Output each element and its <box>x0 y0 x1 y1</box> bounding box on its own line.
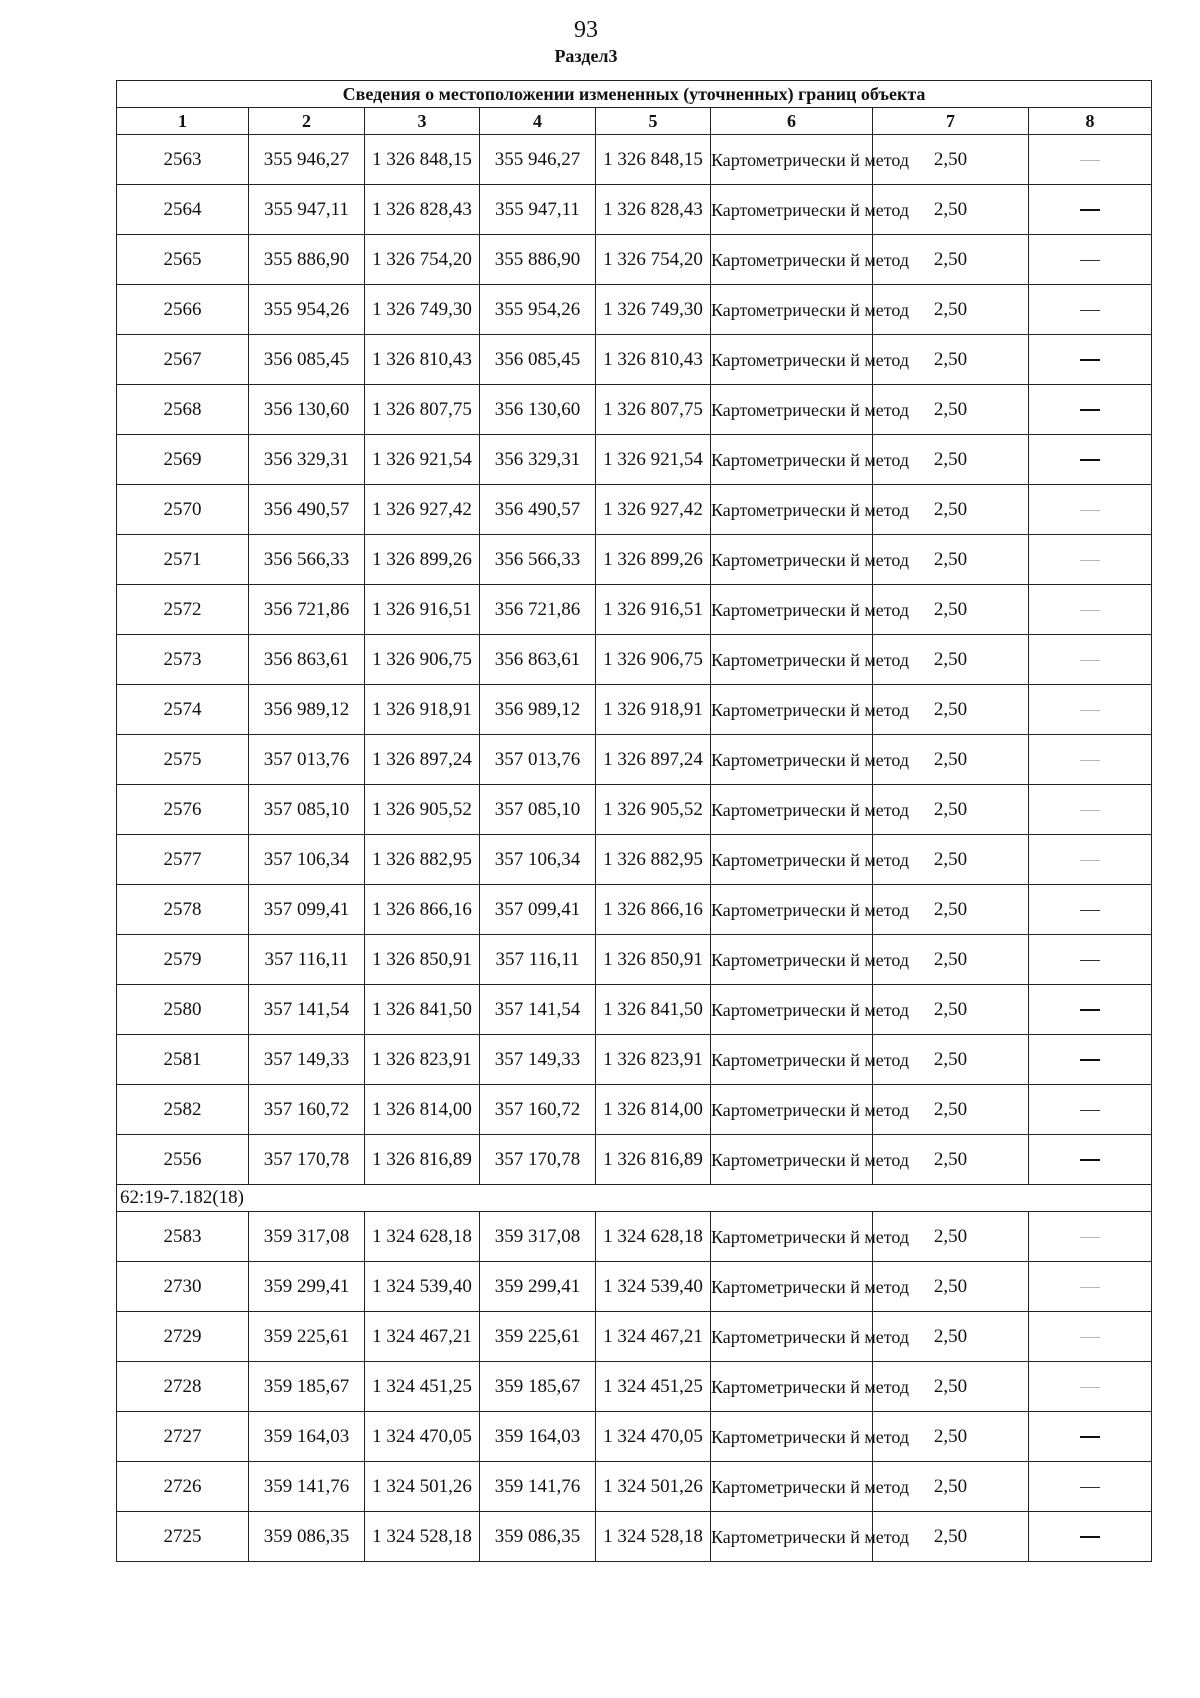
x-existing-cell: 356 329,31 <box>249 435 365 485</box>
y-refined-cell: 1 326 828,43 <box>596 185 711 235</box>
method-cell: Картометрически й метод <box>711 1035 873 1085</box>
x-existing-cell: 359 225,61 <box>249 1312 365 1362</box>
x-existing-cell: 357 170,78 <box>249 1135 365 1185</box>
y-existing-cell: 1 326 916,51 <box>365 585 480 635</box>
y-existing-cell: 1 326 906,75 <box>365 635 480 685</box>
x-refined-cell: 359 225,61 <box>480 1312 596 1362</box>
table-row <box>117 385 1152 435</box>
y-refined-cell: 1 326 918,91 <box>596 685 711 735</box>
x-refined-cell: 356 130,60 <box>480 385 596 435</box>
point-number-cell: 2556 <box>117 1135 249 1185</box>
x-refined-cell: 359 164,03 <box>480 1412 596 1462</box>
note-cell <box>1029 635 1152 685</box>
dash-mark <box>1080 409 1100 411</box>
dash-mark <box>1080 860 1100 861</box>
accuracy-cell: 2,50 <box>873 785 1029 835</box>
table-row <box>117 1412 1152 1462</box>
y-existing-cell: 1 324 501,26 <box>365 1462 480 1512</box>
point-number-cell: 2579 <box>117 935 249 985</box>
note-cell <box>1029 1035 1152 1085</box>
dash-mark <box>1080 459 1100 461</box>
point-number-cell: 2726 <box>117 1462 249 1512</box>
dash-mark <box>1080 910 1100 911</box>
accuracy-cell: 2,50 <box>873 1035 1029 1085</box>
note-cell <box>1029 685 1152 735</box>
dash-mark <box>1080 1387 1100 1388</box>
x-refined-cell: 356 490,57 <box>480 485 596 535</box>
point-number-cell: 2578 <box>117 885 249 935</box>
x-existing-cell: 355 947,11 <box>249 185 365 235</box>
y-existing-cell: 1 326 897,24 <box>365 735 480 785</box>
point-number-cell: 2566 <box>117 285 249 335</box>
dash-mark <box>1080 260 1100 261</box>
y-existing-cell: 1 326 882,95 <box>365 835 480 885</box>
method-cell: Картометрически й метод <box>711 835 873 885</box>
table-row <box>117 935 1152 985</box>
note-cell <box>1029 185 1152 235</box>
column-number: 6 <box>711 108 873 135</box>
x-refined-cell: 356 989,12 <box>480 685 596 735</box>
y-refined-cell: 1 326 916,51 <box>596 585 711 635</box>
dash-mark <box>1080 310 1100 311</box>
method-cell: Картометрически й метод <box>711 885 873 935</box>
y-existing-cell: 1 326 841,50 <box>365 985 480 1035</box>
dash-mark <box>1080 1287 1100 1288</box>
table-row <box>117 1312 1152 1362</box>
dash-mark <box>1080 510 1100 511</box>
x-refined-cell: 357 106,34 <box>480 835 596 885</box>
table-caption: Сведения о местоположении измененных (уточненных) границ объекта <box>117 81 1152 108</box>
note-cell <box>1029 1312 1152 1362</box>
accuracy-cell: 2,50 <box>873 1085 1029 1135</box>
point-number-cell: 2568 <box>117 385 249 435</box>
y-refined-cell: 1 326 823,91 <box>596 1035 711 1085</box>
accuracy-cell: 2,50 <box>873 235 1029 285</box>
x-refined-cell: 356 721,86 <box>480 585 596 635</box>
accuracy-cell: 2,50 <box>873 485 1029 535</box>
method-cell: Картометрически й метод <box>711 1462 873 1512</box>
method-cell: Картометрически й метод <box>711 535 873 585</box>
y-refined-cell: 1 326 754,20 <box>596 235 711 285</box>
x-existing-cell: 356 130,60 <box>249 385 365 435</box>
point-number-cell: 2573 <box>117 635 249 685</box>
x-refined-cell: 357 116,11 <box>480 935 596 985</box>
method-cell: Картометрически й метод <box>711 785 873 835</box>
table-row <box>117 585 1152 635</box>
table-row <box>117 685 1152 735</box>
point-number-cell: 2582 <box>117 1085 249 1135</box>
x-refined-cell: 359 317,08 <box>480 1212 596 1262</box>
note-cell <box>1029 1262 1152 1312</box>
note-cell <box>1029 1085 1152 1135</box>
method-cell: Картометрически й метод <box>711 1312 873 1362</box>
dash-mark <box>1080 960 1100 961</box>
x-existing-cell: 359 185,67 <box>249 1362 365 1412</box>
dash-mark <box>1080 760 1100 761</box>
y-existing-cell: 1 326 810,43 <box>365 335 480 385</box>
table-row <box>117 1512 1152 1562</box>
note-cell <box>1029 335 1152 385</box>
y-refined-cell: 1 326 906,75 <box>596 635 711 685</box>
accuracy-cell: 2,50 <box>873 1362 1029 1412</box>
column-number: 7 <box>873 108 1029 135</box>
x-existing-cell: 357 106,34 <box>249 835 365 885</box>
accuracy-cell: 2,50 <box>873 1412 1029 1462</box>
method-cell: Картометрически й метод <box>711 1135 873 1185</box>
dash-mark <box>1080 1237 1100 1238</box>
point-number-cell: 2564 <box>117 185 249 235</box>
y-existing-cell: 1 326 807,75 <box>365 385 480 435</box>
dash-mark <box>1080 710 1100 711</box>
y-existing-cell: 1 326 816,89 <box>365 1135 480 1185</box>
y-existing-cell: 1 324 470,05 <box>365 1412 480 1462</box>
table-row <box>117 635 1152 685</box>
note-cell <box>1029 985 1152 1035</box>
x-refined-cell: 355 954,26 <box>480 285 596 335</box>
y-existing-cell: 1 326 927,42 <box>365 485 480 535</box>
y-refined-cell: 1 326 848,15 <box>596 135 711 185</box>
table-row <box>117 1135 1152 1185</box>
x-existing-cell: 356 863,61 <box>249 635 365 685</box>
note-cell <box>1029 585 1152 635</box>
x-existing-cell: 355 886,90 <box>249 235 365 285</box>
column-number: 8 <box>1029 108 1152 135</box>
table-row <box>117 285 1152 335</box>
y-existing-cell: 1 326 905,52 <box>365 785 480 835</box>
method-cell: Картометрически й метод <box>711 1212 873 1262</box>
table-row <box>117 435 1152 485</box>
method-cell: Картометрически й метод <box>711 285 873 335</box>
x-refined-cell: 357 160,72 <box>480 1085 596 1135</box>
y-existing-cell: 1 326 823,91 <box>365 1035 480 1085</box>
table-row <box>117 985 1152 1035</box>
accuracy-cell: 2,50 <box>873 1462 1029 1512</box>
note-cell <box>1029 1362 1152 1412</box>
y-existing-cell: 1 326 866,16 <box>365 885 480 935</box>
y-refined-cell: 1 326 850,91 <box>596 935 711 985</box>
accuracy-cell: 2,50 <box>873 885 1029 935</box>
x-refined-cell: 356 566,33 <box>480 535 596 585</box>
column-number: 1 <box>117 108 249 135</box>
method-cell: Картометрически й метод <box>711 135 873 185</box>
x-refined-cell: 359 185,67 <box>480 1362 596 1412</box>
accuracy-cell: 2,50 <box>873 735 1029 785</box>
y-refined-cell: 1 326 897,24 <box>596 735 711 785</box>
table-row <box>117 1462 1152 1512</box>
x-existing-cell: 357 013,76 <box>249 735 365 785</box>
note-cell <box>1029 1512 1152 1562</box>
note-cell <box>1029 285 1152 335</box>
x-existing-cell: 357 160,72 <box>249 1085 365 1135</box>
section-title: Раздел3 <box>554 46 618 66</box>
table-row <box>117 1035 1152 1085</box>
y-existing-cell: 1 326 749,30 <box>365 285 480 335</box>
method-cell: Картометрически й метод <box>711 585 873 635</box>
y-refined-cell: 1 326 807,75 <box>596 385 711 435</box>
y-existing-cell: 1 326 918,91 <box>365 685 480 735</box>
table-row <box>117 335 1152 385</box>
note-cell <box>1029 135 1152 185</box>
accuracy-cell: 2,50 <box>873 635 1029 685</box>
point-number-cell: 2583 <box>117 1212 249 1262</box>
method-cell: Картометрически й метод <box>711 985 873 1035</box>
table-row <box>117 1085 1152 1135</box>
dash-mark <box>1080 610 1100 611</box>
x-existing-cell: 356 566,33 <box>249 535 365 585</box>
point-number-cell: 2577 <box>117 835 249 885</box>
group-header-row <box>117 1185 1152 1212</box>
x-existing-cell: 355 954,26 <box>249 285 365 335</box>
accuracy-cell: 2,50 <box>873 1312 1029 1362</box>
dash-mark <box>1080 1059 1100 1061</box>
x-existing-cell: 359 141,76 <box>249 1462 365 1512</box>
x-existing-cell: 359 317,08 <box>249 1212 365 1262</box>
dash-mark <box>1080 1487 1100 1488</box>
y-existing-cell: 1 324 528,18 <box>365 1512 480 1562</box>
y-refined-cell: 1 326 810,43 <box>596 335 711 385</box>
method-cell: Картометрически й метод <box>711 1412 873 1462</box>
x-existing-cell: 356 721,86 <box>249 585 365 635</box>
dash-mark <box>1080 1009 1100 1011</box>
accuracy-cell: 2,50 <box>873 335 1029 385</box>
table-body <box>117 135 1152 1562</box>
point-number-cell: 2574 <box>117 685 249 735</box>
y-refined-cell: 1 326 905,52 <box>596 785 711 835</box>
point-number-cell: 2581 <box>117 1035 249 1085</box>
note-cell <box>1029 1462 1152 1512</box>
note-cell <box>1029 885 1152 935</box>
point-number-cell: 2571 <box>117 535 249 585</box>
table-row <box>117 1212 1152 1262</box>
y-refined-cell: 1 326 927,42 <box>596 485 711 535</box>
point-number-cell: 2563 <box>117 135 249 185</box>
x-existing-cell: 357 085,10 <box>249 785 365 835</box>
y-refined-cell: 1 326 816,89 <box>596 1135 711 1185</box>
note-cell <box>1029 1135 1152 1185</box>
method-cell: Картометрически й метод <box>711 485 873 535</box>
table-row <box>117 1262 1152 1312</box>
y-refined-cell: 1 326 882,95 <box>596 835 711 885</box>
x-existing-cell: 356 490,57 <box>249 485 365 535</box>
page-number: 93 <box>574 17 598 43</box>
accuracy-cell: 2,50 <box>873 1212 1029 1262</box>
x-refined-cell: 357 013,76 <box>480 735 596 785</box>
accuracy-cell: 2,50 <box>873 135 1029 185</box>
accuracy-cell: 2,50 <box>873 1135 1029 1185</box>
method-cell: Картометрически й метод <box>711 435 873 485</box>
y-existing-cell: 1 324 451,25 <box>365 1362 480 1412</box>
method-cell: Картометрически й метод <box>711 735 873 785</box>
note-cell <box>1029 535 1152 585</box>
table-row <box>117 1362 1152 1412</box>
method-cell: Картометрически й метод <box>711 385 873 435</box>
accuracy-cell: 2,50 <box>873 185 1029 235</box>
method-cell: Картометрически й метод <box>711 1362 873 1412</box>
y-refined-cell: 1 326 814,00 <box>596 1085 711 1135</box>
point-number-cell: 2728 <box>117 1362 249 1412</box>
dash-mark <box>1080 1110 1100 1111</box>
table-row <box>117 535 1152 585</box>
method-cell: Картометрически й метод <box>711 1512 873 1562</box>
y-refined-cell: 1 326 899,26 <box>596 535 711 585</box>
x-refined-cell: 357 170,78 <box>480 1135 596 1185</box>
column-number: 2 <box>249 108 365 135</box>
method-cell: Картометрически й метод <box>711 635 873 685</box>
x-refined-cell: 357 141,54 <box>480 985 596 1035</box>
method-cell: Картометрически й метод <box>711 1085 873 1135</box>
dash-mark <box>1080 209 1100 211</box>
method-cell: Картометрически й метод <box>711 335 873 385</box>
x-refined-cell: 356 329,31 <box>480 435 596 485</box>
table-row <box>117 885 1152 935</box>
y-refined-cell: 1 326 841,50 <box>596 985 711 1035</box>
method-cell: Картометрически й метод <box>711 185 873 235</box>
note-cell <box>1029 235 1152 285</box>
y-existing-cell: 1 326 848,15 <box>365 135 480 185</box>
dash-mark <box>1080 1436 1100 1438</box>
accuracy-cell: 2,50 <box>873 985 1029 1035</box>
note-cell <box>1029 435 1152 485</box>
dash-mark <box>1080 1536 1100 1538</box>
y-refined-cell: 1 324 501,26 <box>596 1462 711 1512</box>
x-refined-cell: 357 085,10 <box>480 785 596 835</box>
y-refined-cell: 1 324 539,40 <box>596 1262 711 1312</box>
note-cell <box>1029 935 1152 985</box>
column-number: 5 <box>596 108 711 135</box>
point-number-cell: 2567 <box>117 335 249 385</box>
x-existing-cell: 355 946,27 <box>249 135 365 185</box>
y-existing-cell: 1 326 814,00 <box>365 1085 480 1135</box>
point-number-cell: 2569 <box>117 435 249 485</box>
point-number-cell: 2565 <box>117 235 249 285</box>
x-refined-cell: 357 149,33 <box>480 1035 596 1085</box>
y-refined-cell: 1 324 467,21 <box>596 1312 711 1362</box>
accuracy-cell: 2,50 <box>873 935 1029 985</box>
x-refined-cell: 359 086,35 <box>480 1512 596 1562</box>
x-existing-cell: 359 299,41 <box>249 1262 365 1312</box>
accuracy-cell: 2,50 <box>873 685 1029 735</box>
y-existing-cell: 1 324 467,21 <box>365 1312 480 1362</box>
accuracy-cell: 2,50 <box>873 385 1029 435</box>
note-cell <box>1029 785 1152 835</box>
dash-mark <box>1080 810 1100 811</box>
y-refined-cell: 1 324 628,18 <box>596 1212 711 1262</box>
accuracy-cell: 2,50 <box>873 435 1029 485</box>
note-cell <box>1029 835 1152 885</box>
table-row <box>117 735 1152 785</box>
y-refined-cell: 1 324 528,18 <box>596 1512 711 1562</box>
note-cell <box>1029 1212 1152 1262</box>
point-number-cell: 2572 <box>117 585 249 635</box>
dash-mark <box>1080 560 1100 561</box>
x-existing-cell: 356 085,45 <box>249 335 365 385</box>
x-refined-cell: 355 946,27 <box>480 135 596 185</box>
method-cell: Картометрически й метод <box>711 1262 873 1312</box>
x-existing-cell: 359 164,03 <box>249 1412 365 1462</box>
y-refined-cell: 1 326 866,16 <box>596 885 711 935</box>
column-number-row <box>117 108 1152 135</box>
accuracy-cell: 2,50 <box>873 835 1029 885</box>
method-cell: Картометрически й метод <box>711 935 873 985</box>
x-existing-cell: 357 099,41 <box>249 885 365 935</box>
y-refined-cell: 1 326 749,30 <box>596 285 711 335</box>
column-number: 4 <box>480 108 596 135</box>
table-row <box>117 835 1152 885</box>
x-existing-cell: 357 149,33 <box>249 1035 365 1085</box>
x-refined-cell: 355 947,11 <box>480 185 596 235</box>
x-refined-cell: 359 141,76 <box>480 1462 596 1512</box>
point-number-cell: 2725 <box>117 1512 249 1562</box>
dash-mark <box>1080 359 1100 361</box>
dash-mark <box>1080 160 1100 161</box>
y-existing-cell: 1 326 828,43 <box>365 185 480 235</box>
point-number-cell: 2575 <box>117 735 249 785</box>
point-number-cell: 2576 <box>117 785 249 835</box>
x-refined-cell: 356 863,61 <box>480 635 596 685</box>
table-row <box>117 185 1152 235</box>
y-existing-cell: 1 326 899,26 <box>365 535 480 585</box>
column-number: 3 <box>365 108 480 135</box>
x-existing-cell: 357 116,11 <box>249 935 365 985</box>
table-row <box>117 785 1152 835</box>
x-refined-cell: 355 886,90 <box>480 235 596 285</box>
table-row <box>117 485 1152 535</box>
y-refined-cell: 1 326 921,54 <box>596 435 711 485</box>
table-row <box>117 135 1152 185</box>
dash-mark <box>1080 1159 1100 1161</box>
accuracy-cell: 2,50 <box>873 1512 1029 1562</box>
point-number-cell: 2727 <box>117 1412 249 1462</box>
cadastral-number-cell: 62:19-7.182(18) <box>117 1185 1152 1212</box>
y-existing-cell: 1 326 921,54 <box>365 435 480 485</box>
point-number-cell: 2729 <box>117 1312 249 1362</box>
y-existing-cell: 1 326 754,20 <box>365 235 480 285</box>
accuracy-cell: 2,50 <box>873 1262 1029 1312</box>
x-existing-cell: 359 086,35 <box>249 1512 365 1562</box>
note-cell <box>1029 1412 1152 1462</box>
y-existing-cell: 1 324 539,40 <box>365 1262 480 1312</box>
point-number-cell: 2570 <box>117 485 249 535</box>
y-existing-cell: 1 326 850,91 <box>365 935 480 985</box>
method-cell: Картометрически й метод <box>711 685 873 735</box>
boundary-coordinates-table <box>116 80 1152 1562</box>
method-cell: Картометрически й метод <box>711 235 873 285</box>
point-number-cell: 2730 <box>117 1262 249 1312</box>
note-cell <box>1029 385 1152 435</box>
x-existing-cell: 357 141,54 <box>249 985 365 1035</box>
x-refined-cell: 356 085,45 <box>480 335 596 385</box>
x-refined-cell: 359 299,41 <box>480 1262 596 1312</box>
dash-mark <box>1080 660 1100 661</box>
accuracy-cell: 2,50 <box>873 285 1029 335</box>
x-existing-cell: 356 989,12 <box>249 685 365 735</box>
dash-mark <box>1080 1337 1100 1338</box>
note-cell <box>1029 485 1152 535</box>
accuracy-cell: 2,50 <box>873 535 1029 585</box>
accuracy-cell: 2,50 <box>873 585 1029 635</box>
y-refined-cell: 1 324 451,25 <box>596 1362 711 1412</box>
point-number-cell: 2580 <box>117 985 249 1035</box>
y-refined-cell: 1 324 470,05 <box>596 1412 711 1462</box>
note-cell <box>1029 735 1152 785</box>
y-existing-cell: 1 324 628,18 <box>365 1212 480 1262</box>
x-refined-cell: 357 099,41 <box>480 885 596 935</box>
table-row <box>117 235 1152 285</box>
